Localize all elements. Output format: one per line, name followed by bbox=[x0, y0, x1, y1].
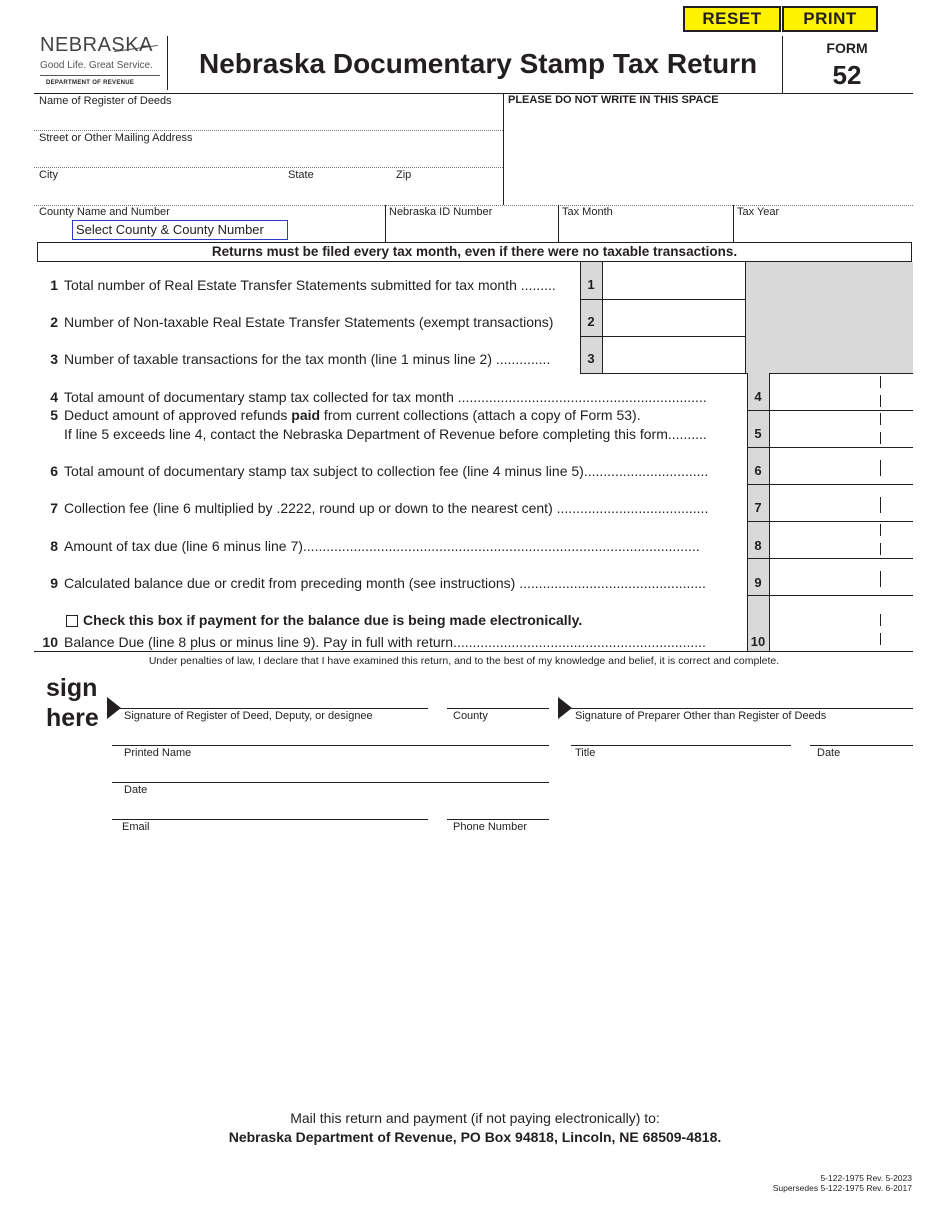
nebraska-id-label: Nebraska ID Number bbox=[389, 206, 493, 218]
line-2-box-number: 2 bbox=[587, 314, 595, 329]
line-9-box-number: 9 bbox=[754, 575, 762, 590]
tax-year-label: Tax Year bbox=[737, 206, 780, 218]
line-6-box-number: 6 bbox=[754, 463, 762, 478]
line-10-text: Balance Due (line 8 plus or minus line 9). Pay in full with return................................................................. bbox=[64, 634, 706, 650]
line-8-text: Amount of tax due (line 6 minus line 7)...................................................................................................... bbox=[64, 538, 700, 554]
preparer-date-label: Date bbox=[817, 747, 841, 759]
office-use-label: PLEASE DO NOT WRITE IN THIS SPACE bbox=[508, 94, 719, 106]
register-name-field[interactable] bbox=[34, 130, 503, 131]
logo-department: DEPARTMENT OF REVENUE bbox=[46, 80, 135, 86]
print-button[interactable]: PRINT bbox=[782, 6, 878, 32]
address-field[interactable] bbox=[34, 167, 503, 168]
preparer-title-label: Title bbox=[575, 747, 596, 759]
zip-label: Zip bbox=[396, 169, 412, 181]
line-3-text: Number of taxable transactions for the tax month (line 1 minus line 2) .............. bbox=[64, 351, 551, 367]
line-5-text-continued: If line 5 exceeds line 4, contact the Nebraska Department of Revenue before completing this form.......... bbox=[64, 426, 707, 442]
county-sig-label: County bbox=[453, 710, 488, 722]
mail-instructions-line1: Mail this return and payment (if not paying electronically) to: bbox=[290, 1110, 660, 1126]
line-5-number: 5 bbox=[50, 407, 58, 423]
line-9-input[interactable] bbox=[770, 559, 912, 594]
line-10-number: 10 bbox=[42, 634, 58, 650]
preparer-date-field[interactable] bbox=[810, 745, 913, 746]
line-1-box-number: 1 bbox=[587, 277, 595, 292]
preparer-signature-label: Signature of Preparer Other than Register of Deeds bbox=[575, 710, 827, 722]
email-field[interactable] bbox=[112, 819, 428, 820]
email-label: Email bbox=[122, 821, 150, 833]
city-label: City bbox=[39, 169, 58, 181]
line-4-number: 4 bbox=[50, 389, 58, 405]
line-4-text: Total amount of documentary stamp tax collected for tax month ................................................................ bbox=[64, 389, 707, 405]
line-10-box-number: 10 bbox=[750, 634, 766, 649]
county-label: County Name and Number bbox=[39, 206, 170, 218]
register-date-label: Date bbox=[124, 784, 148, 796]
phone-label: Phone Number bbox=[453, 821, 527, 833]
line-9-text: Calculated balance due or credit from preceding month (see instructions) ................................................ bbox=[64, 575, 706, 591]
electronic-payment-label: Check this box if payment for the balance due is being made electronically. bbox=[83, 612, 583, 628]
mail-instructions bbox=[0, 1109, 950, 1147]
county-select[interactable] bbox=[72, 220, 288, 240]
line-6-number: 6 bbox=[50, 463, 58, 479]
county-sig-field[interactable] bbox=[447, 708, 549, 709]
county-select-value: Select County & County Number bbox=[76, 222, 264, 237]
line-1-number: 1 bbox=[50, 277, 58, 293]
state-label: State bbox=[288, 169, 314, 181]
printed-name-label: Printed Name bbox=[124, 747, 192, 759]
line-2-input[interactable] bbox=[603, 300, 744, 335]
line-2-number: 2 bbox=[50, 314, 58, 330]
form-label: FORM bbox=[826, 40, 868, 56]
line-4-input[interactable] bbox=[770, 374, 912, 409]
revision-info: 5-122-1975 Rev. 5-2023 Supersedes 5-122-1975 Rev. 6-2017 bbox=[772, 1173, 912, 1193]
logo-name: NEBRASKA bbox=[40, 34, 153, 56]
line-7-number: 7 bbox=[50, 500, 58, 516]
register-date-field[interactable] bbox=[112, 782, 549, 783]
electronic-payment-checkbox[interactable] bbox=[66, 615, 78, 627]
line-4-box-number: 4 bbox=[754, 389, 762, 404]
phone-field[interactable] bbox=[447, 819, 549, 820]
line-8-box-number: 8 bbox=[754, 538, 762, 553]
line-1-text: Total number of Real Estate Transfer Statements submitted for tax month ......... bbox=[64, 277, 556, 293]
line-7-box-number: 7 bbox=[754, 500, 762, 515]
nebraska-logo bbox=[38, 34, 168, 90]
preparer-title-field[interactable] bbox=[571, 745, 791, 746]
line-7-input[interactable] bbox=[770, 485, 912, 520]
logo-tagline: Good Life. Great Service. bbox=[40, 60, 153, 71]
line-5-text: Deduct amount of approved refunds paid from current collections (attach a copy of Form 53). bbox=[64, 407, 641, 423]
line-1-input[interactable] bbox=[603, 263, 744, 298]
form-number: 52 bbox=[832, 60, 862, 90]
line-5-box-number: 5 bbox=[754, 426, 762, 441]
line-6-text: Total amount of documentary stamp tax subject to collection fee (line 4 minus line 5)................................ bbox=[64, 463, 709, 479]
penalty-statement: Under penalties of law, I declare that I have examined this return, and to the best of my knowledge and belief, it is correct and complete. bbox=[148, 655, 780, 667]
line-5-input[interactable] bbox=[770, 411, 912, 446]
register-signature-field[interactable] bbox=[120, 708, 428, 709]
sign-here-label: sign here bbox=[46, 674, 99, 732]
register-signature-arrow bbox=[107, 697, 121, 719]
preparer-signature-field[interactable] bbox=[571, 708, 913, 709]
printed-name-field[interactable] bbox=[112, 745, 549, 746]
reset-button[interactable]: RESET bbox=[683, 6, 781, 32]
line-7-text: Collection fee (line 6 multiplied by .2222, round up or down to the nearest cent) ....................................... bbox=[64, 500, 709, 516]
page-title: Nebraska Documentary Stamp Tax Return bbox=[199, 48, 758, 79]
tax-month-label: Tax Month bbox=[562, 206, 613, 218]
line-6-input[interactable] bbox=[770, 448, 912, 483]
register-signature-label: Signature of Register of Deed, Deputy, or designee bbox=[124, 710, 373, 722]
register-name-label: Name of Register of Deeds bbox=[39, 95, 172, 107]
line-3-input[interactable] bbox=[603, 337, 744, 372]
line-3-number: 3 bbox=[50, 351, 58, 367]
line-3-box-number: 3 bbox=[587, 351, 595, 366]
line-2-text: Number of Non-taxable Real Estate Transfer Statements (exempt transactions) bbox=[64, 314, 554, 330]
line-8-input[interactable] bbox=[770, 522, 912, 557]
address-label: Street or Other Mailing Address bbox=[39, 132, 193, 144]
line-8-number: 8 bbox=[50, 538, 58, 554]
filing-notice: Returns must be filed every tax month, even if there were no taxable transactions. bbox=[37, 242, 912, 262]
line-9-number: 9 bbox=[50, 575, 58, 591]
line-10-input[interactable] bbox=[770, 596, 912, 650]
mail-address: Nebraska Department of Revenue, PO Box 94818, Lincoln, NE 68509-4818. bbox=[228, 1129, 722, 1145]
preparer-signature-arrow bbox=[558, 697, 572, 719]
